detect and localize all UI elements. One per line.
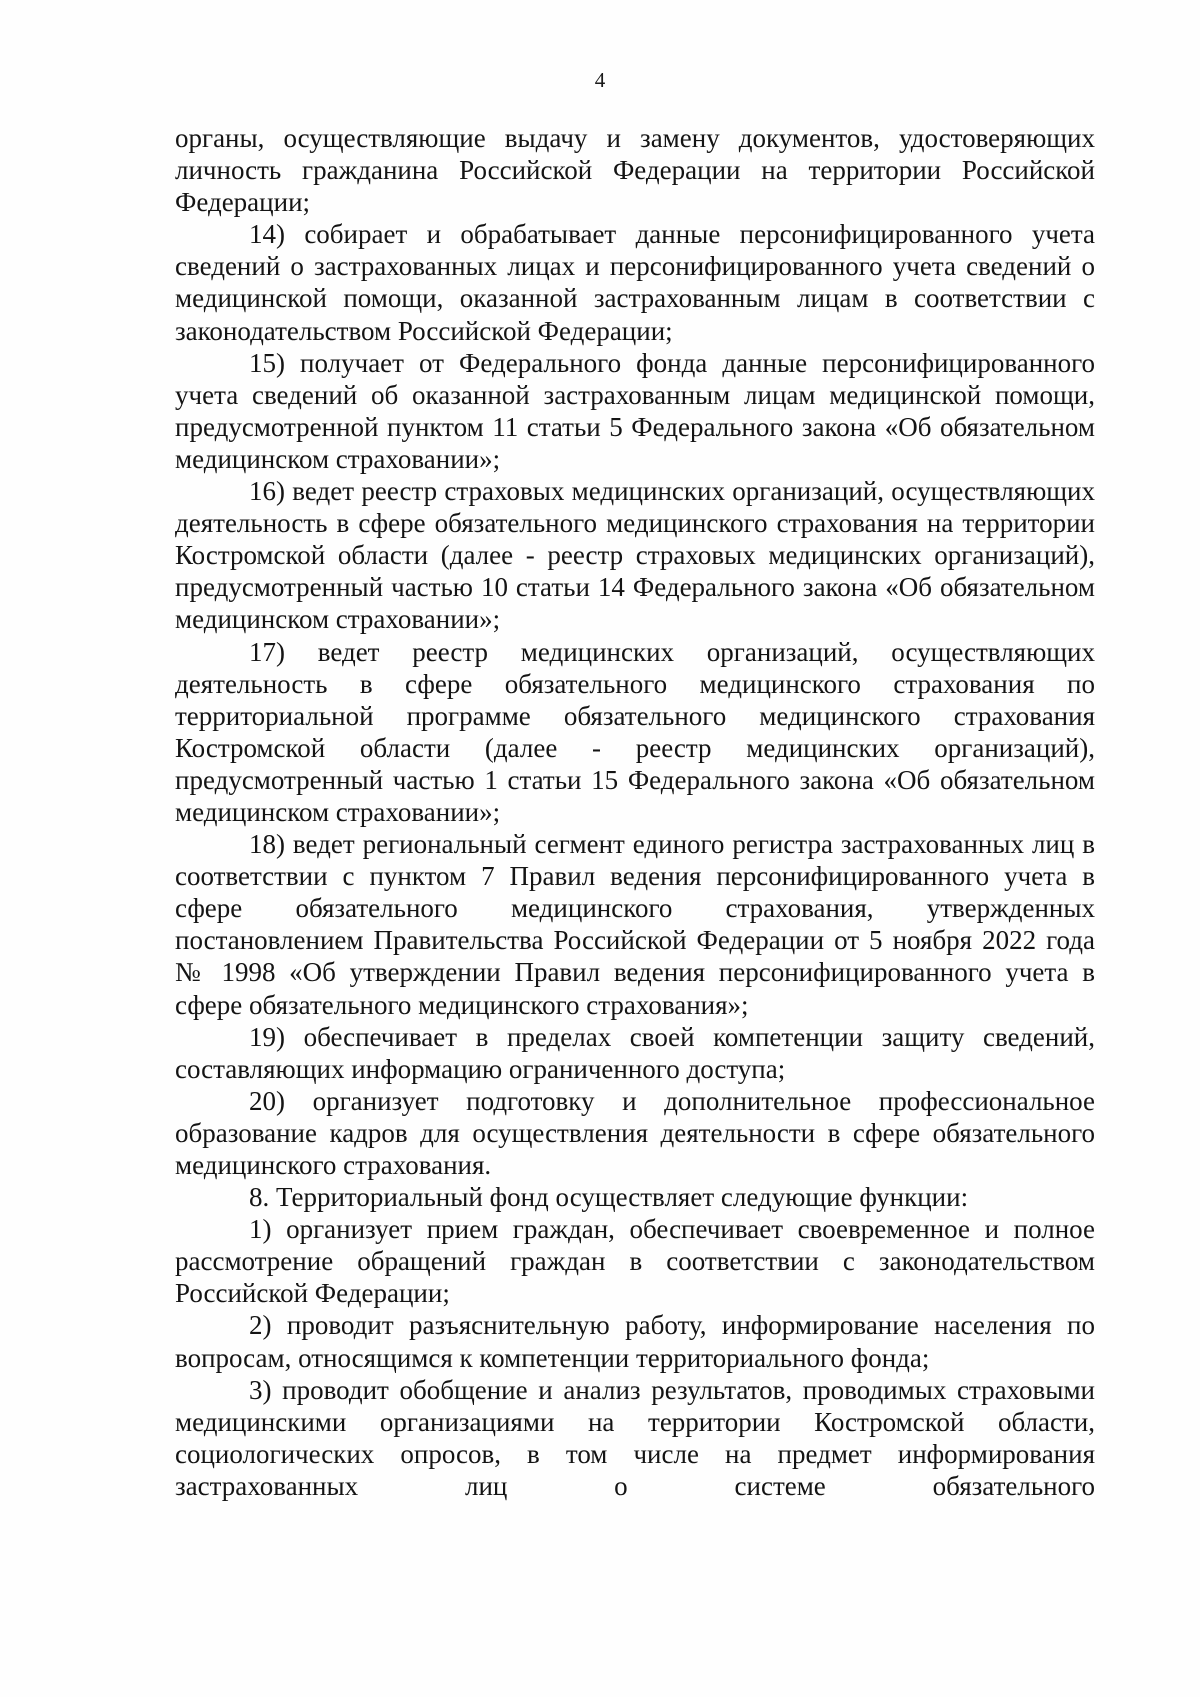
paragraph-function-3: 3) проводит обобщение и анализ результатов, проводимых страховыми медицинскими организациями на территории Костромской области, социологических опросов, в том числе на предмет информирования застрахованных лиц о системе обязательного <box>175 1374 1095 1501</box>
paragraph-function-2: 2) проводит разъяснительную работу, информирование населения по вопросам, относящимся к компетенции территориального фонда; <box>175 1310 1095 1373</box>
paragraph-item-18: 18) ведет региональный сегмент единого регистра застрахованных лиц в соответствии с пунктом 7 Правил ведения персонифицированного учета в сфере обязательного медицинского страхования, утвержденных постановлением Правительства Российской Федерации от 5 ноября 2022 года № 1998 «Об утверждении Правил ведения персонифицированного учета в сфере обязательного медицинского страхования»; <box>175 829 1095 1020</box>
section-8-heading: 8. Территориальный фонд осуществляет следующие функции: <box>249 1182 969 1213</box>
paragraph-continuation: органы, осуществляющие выдачу и замену документов, удостоверяющих личность гражданина Российской Федерации на территории Российской Федерации; <box>175 123 1095 218</box>
paragraph-item-20: 20) организует подготовку и дополнительное профессиональное образование кадров для осуществления деятельности в сфере обязательного медицинского страхования. <box>175 1085 1095 1180</box>
paragraph-item-14: 14) собирает и обрабатывает данные персонифицированного учета сведений о застрахованных лицах и персонифицированного учета сведений о медицинской помощи, оказанной застрахованным лицам в соответствии с законодательством Российской Федерации; <box>175 219 1095 346</box>
page-number: 4 <box>594 68 606 92</box>
paragraph-item-17: 17) ведет реестр медицинских организаций, осуществляющих деятельность в сфере обязательного медицинского страхования по территориальной программе обязательного медицинского страхования Костромской области (далее - реестр медицинских организаций), предусмотренный частью 1 статьи 15 Федерального закона «Об обязательном медицинском страховании»; <box>175 636 1095 827</box>
paragraph-item-19: 19) обеспечивает в пределах своей компетенции защиту сведений, составляющих информацию ограниченного доступа; <box>175 1021 1095 1084</box>
paragraph-item-15: 15) получает от Федерального фонда данные персонифицированного учета сведений об оказанной застрахованным лицам медицинской помощи, предусмотренной пунктом 11 статьи 5 Федерального закона «Об обязательном медицинском страховании»; <box>175 347 1095 474</box>
paragraph-item-16: 16) ведет реестр страховых медицинских организаций, осуществляющих деятельность в сфере обязательного медицинского страхования на территории Костромской области (далее - реестр страховых медицинских организаций), предусмотренный частью 10 статьи 14 Федерального закона «Об обязательном медицинском страховании»; <box>175 476 1095 635</box>
document-body <box>175 122 1095 1502</box>
paragraph-function-1: 1) организует прием граждан, обеспечивает своевременное и полное рассмотрение обращений граждан в соответствии с законодательством Российской Федерации; <box>175 1214 1095 1309</box>
